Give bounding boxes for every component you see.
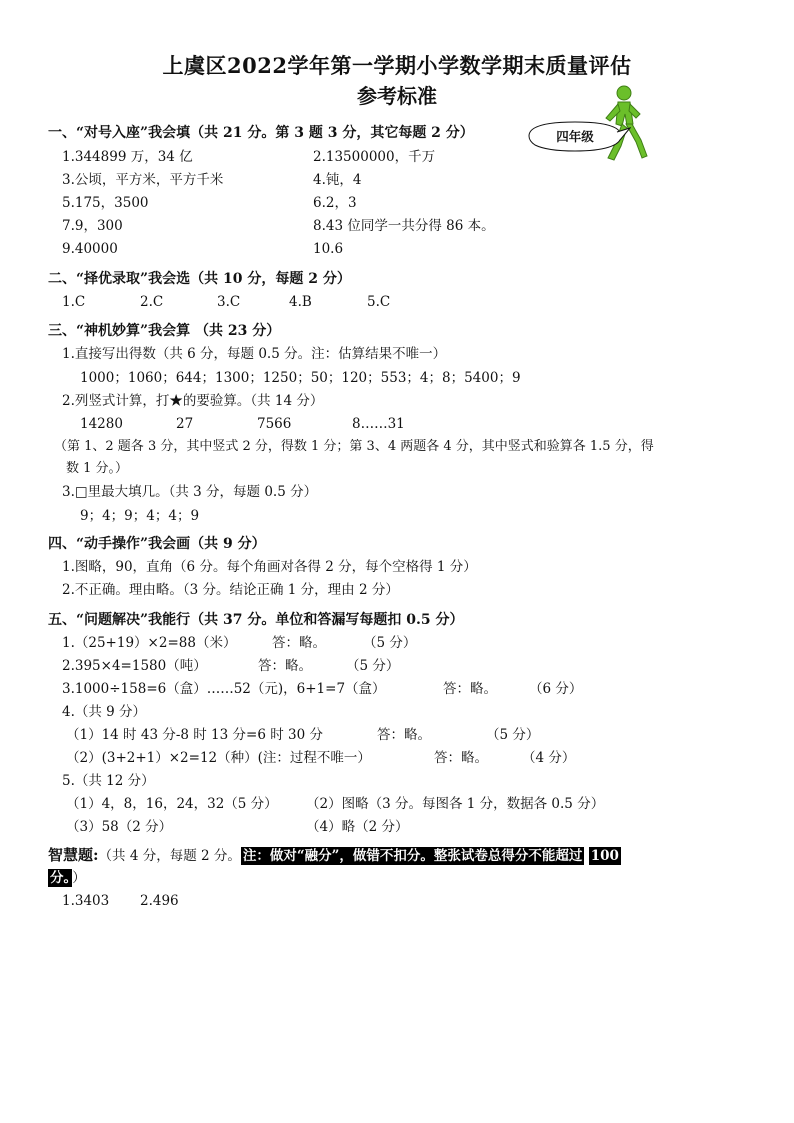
s6-answer-2: 2.496 <box>140 893 179 909</box>
s2-answer-1: 1.C <box>62 294 86 310</box>
s5-answer-2-reply: 答：略。 <box>258 658 312 674</box>
s5-answer-4-2-reply: 答：略。 <box>434 750 488 766</box>
s1-answer-5: 5.175，3500 <box>62 195 149 211</box>
section-1-heading: 一、“对号入座”我会填（共 21 分。第 3 题 3 分，其它每题 2 分） <box>48 125 474 141</box>
section-3-heading: 三、“神机妙算”我会算 （共 23 分） <box>48 323 281 339</box>
s5-answer-4-2: （2）(3+2+1）×2=12（种）(注：过程不唯一） <box>66 750 371 766</box>
section-6-heading: 智慧题: <box>48 846 99 864</box>
section-6-line <box>48 846 621 865</box>
s4-answer-2: 2.不正确。理由略。（3 分。结论正确 1 分，理由 2 分） <box>62 582 399 598</box>
section-5-heading: 五、“问题解决”我能行（共 37 分。单位和答漏写每题扣 0.5 分） <box>48 612 464 628</box>
s1-answer-1: 1.344899 万，34 亿 <box>62 149 193 165</box>
s5-answer-5-1: （1）4，8，16，24，32（5 分） <box>66 796 278 812</box>
s3-q2-answer-2: 27 <box>176 416 194 432</box>
page-title: 上虞区2022学年第一学期小学数学期末质量评估 <box>162 53 632 78</box>
section-6-highlight-note: 注：做对“融分”，做错不扣分。整张试卷总得分不能超过 <box>242 848 583 864</box>
s1-answer-3: 3.公顷，平方米，平方千米 <box>62 172 224 188</box>
s5-answer-3-reply: 答：略。 <box>443 681 497 697</box>
section-2-heading: 二、“择优录取”我会选（共 10 分，每题 2 分） <box>48 271 351 287</box>
section-6-points: （共 4 分，每题 2 分。 <box>98 848 241 864</box>
s1-answer-4: 4.钝，4 <box>313 172 362 188</box>
section-6-line-2 <box>48 869 86 887</box>
s1-answer-8: 8.43 位同学一共分得 86 本。 <box>313 218 495 234</box>
s1-answer-6: 6.2，3 <box>313 195 357 211</box>
s5-answer-5-3: （3）58（2 分） <box>66 819 173 835</box>
s2-answer-2: 2.C <box>140 294 164 310</box>
s3-q2-note-line2: 数 1 分。） <box>66 461 129 476</box>
s3-question-3: 3.□里最大填几。（共 3 分，每题 0.5 分） <box>62 484 318 500</box>
s1-answer-10: 10.6 <box>313 241 344 257</box>
s5-answer-5-2: （2）图略（3 分。每图各 1 分，数据各 0.5 分） <box>306 796 605 812</box>
s5-answer-4-1-points: （5 分） <box>486 727 540 743</box>
s3-q1-answers: 1000；1060；644；1300；1250；50；120；553；4；8；5400；9 <box>80 370 521 386</box>
section-6-highlight-unit: 分。 <box>50 870 71 886</box>
page-subtitle: 参考标准 <box>357 84 437 108</box>
s2-answer-5: 5.C <box>367 294 391 310</box>
s3-q2-answer-1: 14280 <box>80 416 123 432</box>
s5-answer-2: 2.395×4=1580（吨） <box>62 658 207 674</box>
s5-answer-1-reply: 答：略。 <box>272 635 326 651</box>
s3-q2-answer-3: 7566 <box>257 416 292 432</box>
s1-answer-2: 2.13500000，千万 <box>313 149 436 165</box>
s5-answer-3: 3.1000÷158=6（盒）……52（元)，6+1=7（盒） <box>62 681 386 697</box>
s5-question-5: 5.（共 12 分） <box>62 773 155 789</box>
s5-question-4: 4.（共 9 分） <box>62 704 147 720</box>
s5-answer-1: 1.（25+19）×2=88（米） <box>62 635 237 651</box>
s3-question-1: 1.直接写出得数（共 6 分，每题 0.5 分。注：估算结果不唯一） <box>62 346 447 362</box>
s3-q2-answer-4: 8……31 <box>352 416 405 432</box>
s2-answer-3: 3.C <box>217 294 241 310</box>
s5-answer-3-points: （6 分） <box>529 681 583 697</box>
s5-answer-4-2-points: （4 分） <box>522 750 576 766</box>
s3-question-2: 2.列竖式计算，打★的要验算。（共 14 分） <box>62 393 324 409</box>
grade-badge: 四年级 <box>556 129 594 144</box>
s5-answer-1-points: （5 分） <box>363 635 417 651</box>
s1-answer-9: 9.40000 <box>62 241 118 257</box>
s2-answer-4: 4.B <box>289 294 312 310</box>
section-6-close: ） <box>72 870 86 886</box>
s5-answer-2-points: （5 分） <box>346 658 400 674</box>
s3-q2-note-line1: （第 1、2 题各 3 分，其中竖式 2 分，得数 1 分；第 3、4 两题各 4 分，其中竖式和验算各 1.5 分，得 <box>54 439 654 454</box>
s3-q3-answers: 9；4；9；4；4；9 <box>80 508 200 524</box>
s5-answer-4-1: （1）14 时 43 分-8 时 13 分=6 时 30 分 <box>66 727 323 743</box>
section-4-heading: 四、“动手操作”我会画（共 9 分） <box>48 536 266 552</box>
s6-answer-1: 1.3403 <box>62 893 110 909</box>
s5-answer-4-1-reply: 答：略。 <box>377 727 431 743</box>
s5-answer-5-4: （4）略（2 分） <box>306 819 409 835</box>
section-6-highlight-number: 100 <box>590 848 619 864</box>
s4-answer-1: 1.图略，90，直角（6 分。每个角画对各得 2 分，每个空格得 1 分） <box>62 559 477 575</box>
s1-answer-7: 7.9，300 <box>62 218 123 234</box>
